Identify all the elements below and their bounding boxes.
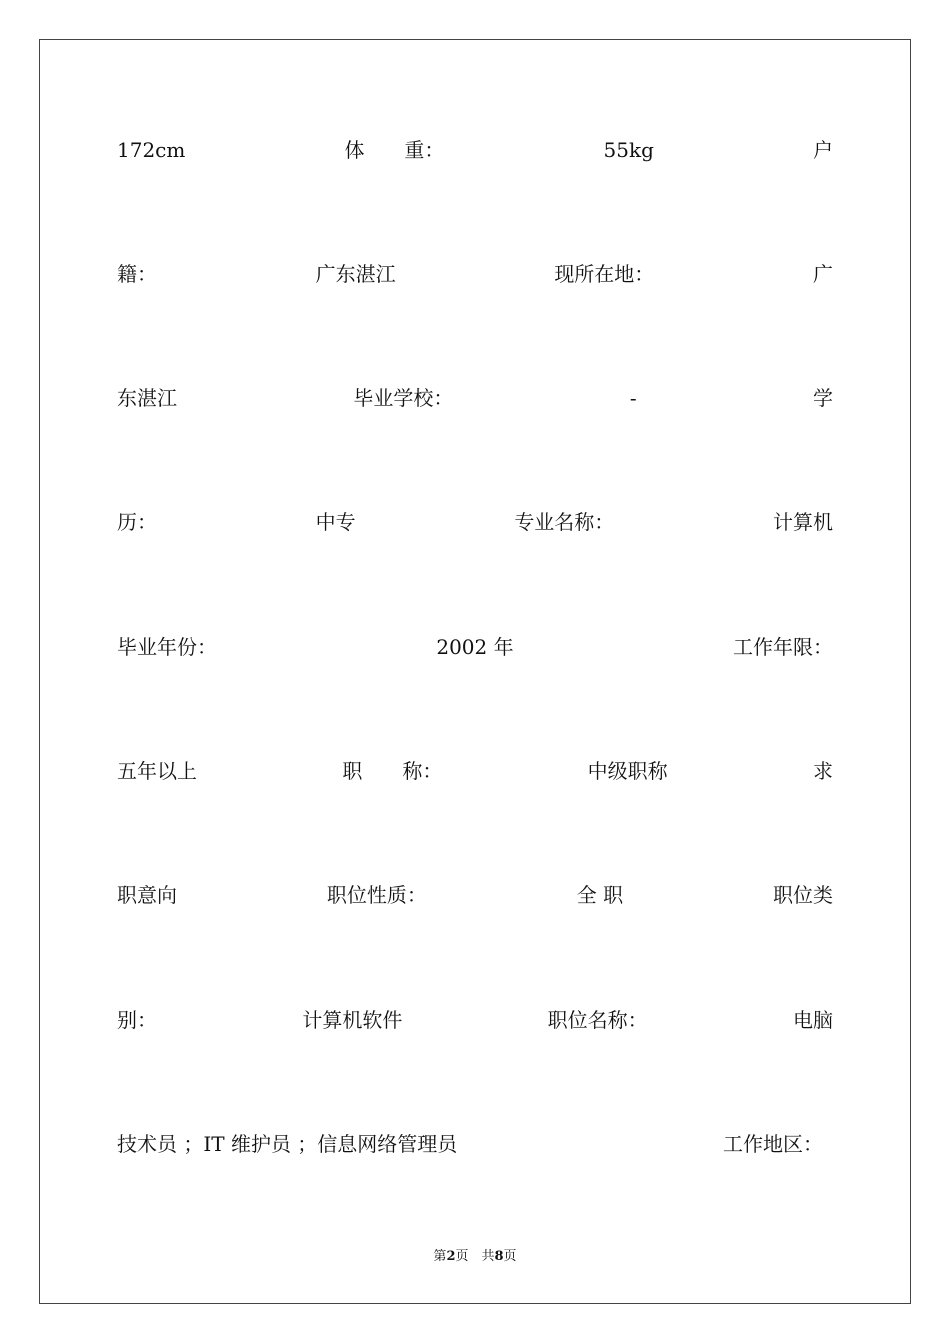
text-segment: 职位类: [772, 883, 833, 907]
text-segment: 职意向: [117, 883, 177, 907]
text-line-8: [117, 1006, 833, 1034]
text-segment: 中级职称: [587, 759, 668, 783]
text-segment: 学: [812, 386, 833, 410]
text-segment: 五年以上: [117, 759, 197, 783]
text-segment: 户: [813, 138, 833, 162]
text-segment: 172cm: [117, 138, 186, 162]
text-line-5: [117, 633, 833, 661]
text-segment: 广东湛江: [315, 262, 396, 286]
text-segment: 毕业学校：: [353, 386, 454, 410]
text-line-3: [117, 384, 833, 412]
total-page-number: 8: [494, 1249, 504, 1264]
text-line-9: [117, 1130, 823, 1158]
text-segment: 广: [812, 262, 833, 286]
text-segment: 求: [812, 759, 833, 783]
page-border: [39, 39, 911, 1304]
text-line-4: [117, 508, 833, 536]
text-segment: 2002 年: [436, 635, 514, 659]
footer-suffix: 页: [503, 1249, 517, 1264]
text-segment: 历：: [117, 510, 157, 534]
text-segment: 中专: [315, 510, 356, 534]
text-segment: 职位性质：: [326, 883, 427, 907]
text-segment: 计算机: [772, 510, 833, 534]
text-segment: 工作地区：: [723, 1132, 823, 1156]
text-segment: 现所在地：: [554, 262, 655, 286]
text-segment: 职位名称：: [547, 1008, 648, 1032]
text-segment: 全 职: [576, 883, 624, 907]
current-page-number: 2: [446, 1249, 456, 1264]
text-line-7: [117, 881, 833, 909]
page-number-footer: [0, 1248, 950, 1266]
text-segment: 职 称：: [342, 759, 443, 783]
text-segment: 籍：: [117, 262, 157, 286]
text-segment: 55kg: [603, 138, 654, 162]
footer-mid: 页 共: [455, 1249, 495, 1264]
text-segment: 体 重：: [344, 138, 445, 162]
text-line-6: [117, 757, 833, 785]
text-segment: 专业名称：: [514, 510, 615, 534]
text-line-1: [117, 136, 833, 164]
text-segment: 别：: [117, 1008, 157, 1032]
text-segment: 计算机软件: [302, 1008, 403, 1032]
footer-prefix: 第: [433, 1249, 447, 1264]
text-segment: -: [629, 386, 637, 410]
text-segment: 东湛江: [117, 386, 177, 410]
text-segment: 工作年限：: [732, 635, 833, 659]
text-segment: 技术员 ；IT 维护员 ；信息网络管理员: [117, 1132, 458, 1156]
text-segment: 电脑: [792, 1008, 833, 1032]
text-line-2: [117, 260, 833, 288]
text-segment: 毕业年份：: [117, 635, 217, 659]
